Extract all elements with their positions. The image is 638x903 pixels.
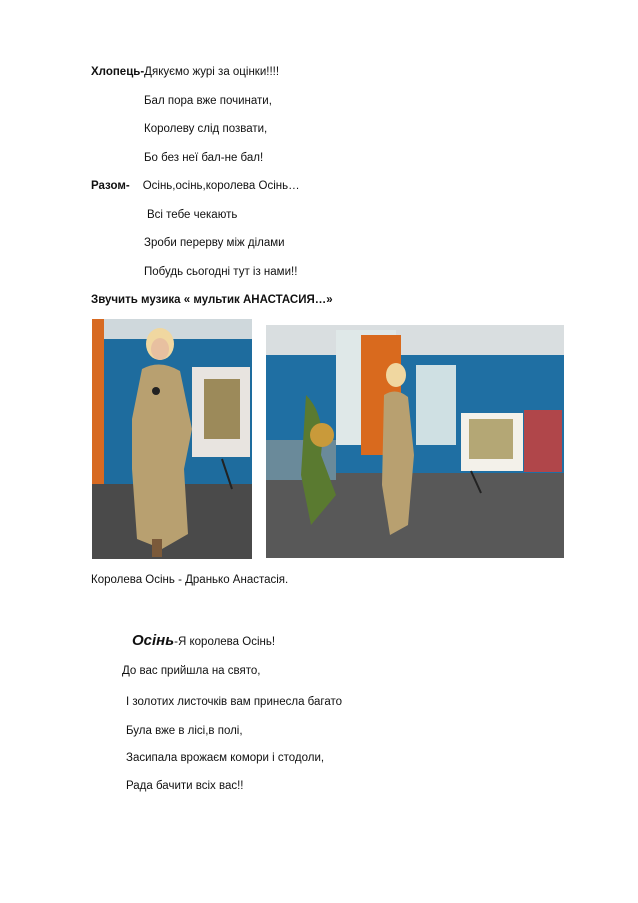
stanza2-line2: Всі тебе чекають (147, 209, 238, 221)
photo-queen-autumn-1 (92, 319, 252, 559)
stanza1-line4: Бо без неї бал-не бал! (144, 152, 264, 164)
stanza3-line5: Засипала врожаєм комори і стодоли, (126, 752, 325, 764)
stanza3-line4: Була вже в лісі,в полі, (126, 725, 243, 737)
stanza3-line2: До вас прийшла на свято, (122, 665, 261, 677)
stanza3-line3: І золотих листочків вам принесла багато (126, 696, 343, 708)
stanza1-text1: Дякуємо журі за оцінки!!!! (144, 66, 280, 78)
photo-caption: Королева Осінь - Дранько Анастасія. (91, 574, 289, 586)
stanza3-line1 (132, 632, 275, 649)
speaker-autumn: Осінь (132, 632, 175, 649)
stanza2-line1 (91, 180, 300, 192)
stanza2-line3: Зроби перерву між ділами (144, 237, 285, 249)
stanza3-text1: -Я королева Осінь! (174, 636, 276, 648)
speaker-together: Разом- (91, 180, 130, 192)
stanza1-line1 (91, 66, 279, 78)
speaker-boy: Хлопець- (91, 66, 145, 78)
stanza2-line4: Побудь сьогодні тут із нами!! (144, 266, 298, 278)
stanza2-text1: Осінь,осінь,королева Осінь… (142, 180, 300, 192)
stanza1-line2: Бал пора вже починати, (144, 95, 272, 107)
photo-queen-autumn-2 (266, 325, 564, 558)
stanza1-line3: Королеву слід позвати, (144, 123, 268, 135)
music-cue: Звучить музика « мультик АНАСТАСИЯ…» (91, 294, 333, 306)
stanza3-line6: Рада бачити всіх вас!! (126, 780, 244, 792)
